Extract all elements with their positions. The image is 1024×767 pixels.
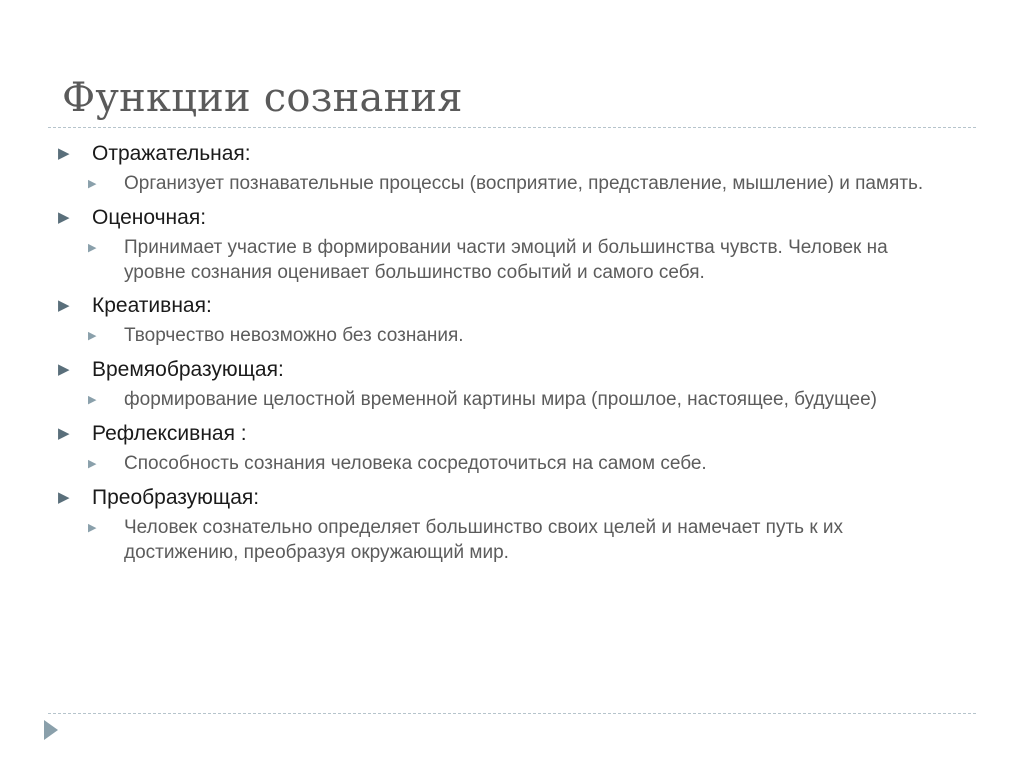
bullet-detail: Человек сознательно определяет большинство своих целей и намечает путь к их достижению, преобразуя окружающий мир. <box>124 517 844 563</box>
small-triangle-right-icon: ▶ <box>88 458 97 470</box>
sub-bullet-item <box>86 387 978 413</box>
play-arrow-icon[interactable] <box>44 720 58 740</box>
sub-bullet-item <box>86 515 978 565</box>
footer-divider <box>48 713 976 714</box>
triangle-right-icon: ▶ <box>58 209 70 226</box>
bullet-detail: Творчество невозможно без сознания. <box>124 325 464 346</box>
triangle-right-icon: ▶ <box>58 361 70 378</box>
title-divider <box>48 127 976 128</box>
bullet-item <box>58 137 978 171</box>
bullet-detail: Принимает участие в формировании части эмоций и большинства чувств. Человек на уровне сознания оценивает большинство событий и самого себя. <box>124 237 888 283</box>
bullet-list <box>58 137 978 569</box>
bullet-heading: Креативная: <box>92 294 212 317</box>
bullet-item <box>58 353 978 387</box>
bullet-heading: Времяобразующая: <box>92 358 284 381</box>
bullet-item <box>58 289 978 323</box>
bullet-heading: Отражательная: <box>92 142 251 165</box>
bullet-detail: формирование целостной временной картины мира (прошлое, настоящее, будущее) <box>124 389 877 410</box>
bullet-item <box>58 481 978 515</box>
sub-bullet-item <box>86 171 978 197</box>
bullet-detail: Организует познавательные процессы (восприятие, представление, мышление) и память. <box>124 173 924 194</box>
small-triangle-right-icon: ▶ <box>88 522 97 534</box>
triangle-right-icon: ▶ <box>58 145 70 162</box>
slide-title: Функции сознания <box>62 75 463 121</box>
small-triangle-right-icon: ▶ <box>88 330 97 342</box>
sub-bullet-item <box>86 323 978 349</box>
bullet-item <box>58 417 978 451</box>
bullet-detail: Способность сознания человека сосредоточиться на самом себе. <box>124 453 707 474</box>
bullet-heading: Рефлексивная : <box>92 422 247 445</box>
bullet-item <box>58 201 978 235</box>
sub-bullet-item <box>86 235 978 285</box>
triangle-right-icon: ▶ <box>58 297 70 314</box>
bullet-heading: Оценочная: <box>92 206 207 229</box>
sub-bullet-item <box>86 451 978 477</box>
triangle-right-icon: ▶ <box>58 489 70 506</box>
small-triangle-right-icon: ▶ <box>88 178 97 190</box>
small-triangle-right-icon: ▶ <box>88 242 97 254</box>
triangle-right-icon: ▶ <box>58 425 70 442</box>
bullet-heading: Преобразующая: <box>92 486 260 509</box>
small-triangle-right-icon: ▶ <box>88 394 97 406</box>
